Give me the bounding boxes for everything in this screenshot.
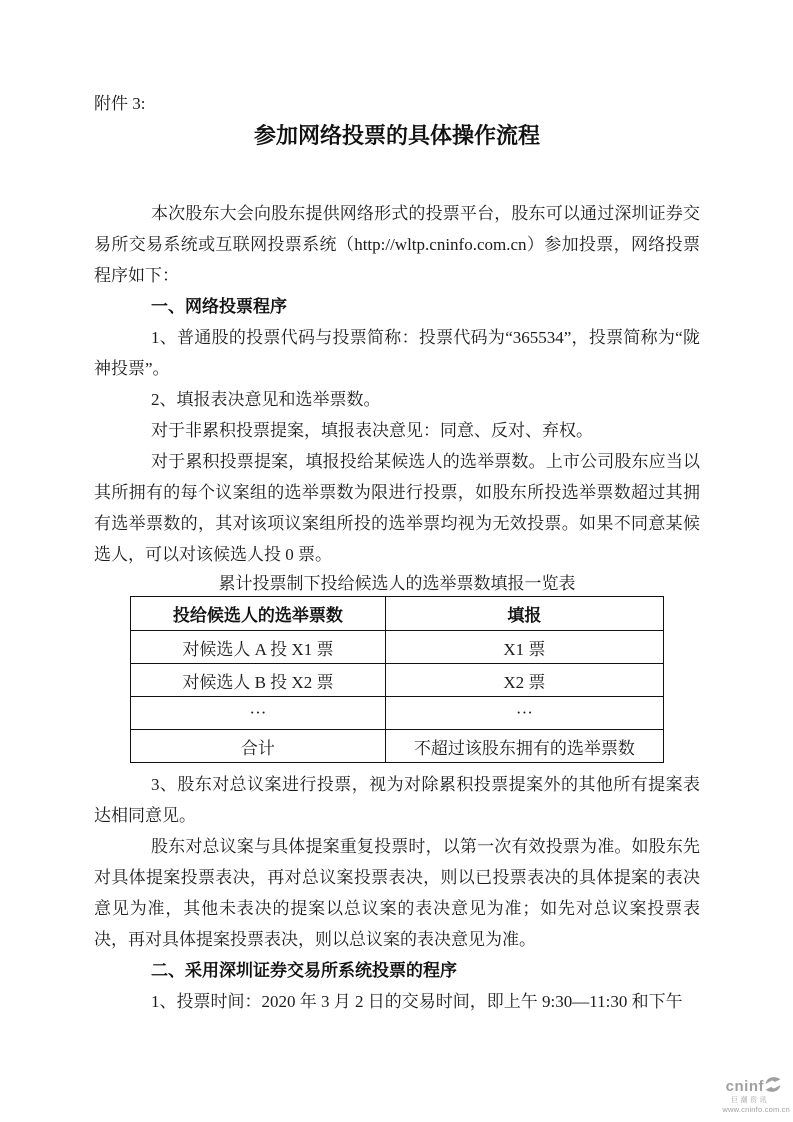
cninfo-logo-chinese-name: 巨潮资讯 (731, 1097, 769, 1105)
section-1-heading: 一、网络投票程序 (151, 297, 287, 316)
paragraph-duplicate-vote: 股东对总议案与具体提案重复投票时，以第一次有效投票为准。如股东先对具体提案投票表决，再对总议案投票表决，则以已投票表决的具体提案的表决意见为准，其他未表决的提案以总议案的表决意见为准；如先对总议案投票表决，再对具体提案投票表决，则以总议案的表决意见为准。 (94, 837, 700, 949)
table-row (131, 730, 664, 763)
table-cell: ··· (131, 697, 386, 730)
table-cell: ··· (385, 697, 663, 730)
cninfo-swirl-icon (765, 1077, 781, 1097)
table-header-row (131, 597, 664, 631)
table-row (131, 631, 664, 664)
table-row (131, 664, 664, 697)
table-cell: 对候选人 B 投 X2 票 (131, 664, 386, 697)
attachment-label: 附件 3: (94, 94, 146, 113)
cumulative-vote-table (130, 596, 664, 763)
paragraph-vote-code: 1、普通股的投票代码与投票简称：投票代码为“365534”，投票简称为“陇神投票”。 (94, 328, 700, 378)
table-cell: 对候选人 A 投 X1 票 (131, 631, 386, 664)
table-cell: 合计 (131, 730, 386, 763)
paragraph-general-proposal: 3、股东对总议案进行投票，视为对除累积投票提案外的其他所有提案表达相同意见。 (94, 775, 700, 825)
table-cell: X1 票 (385, 631, 663, 664)
table-header-cell: 投给候选人的选举票数 (131, 597, 386, 631)
cninfo-logo-text: cninf (725, 1078, 764, 1096)
table-cell: 不超过该股东拥有的选举票数 (385, 730, 663, 763)
cninfo-logo-wordmark (670, 1079, 790, 1097)
section-2-heading: 二、采用深圳证券交易所系统投票的程序 (151, 961, 457, 980)
table-header-cell: 填报 (385, 597, 663, 631)
paragraph-cumulative: 对于累积投票提案，填报投给某候选人的选举票数。上市公司股东应当以其所拥有的每个议案组的选举票数为限进行投票，如股东所投选举票数超过其拥有选举票数的，其对该项议案组所投的选举票均视为无效投票。如果不同意某候选人，可以对该候选人投 0 票。 (94, 452, 700, 564)
page-title: 参加网络投票的具体操作流程 (253, 123, 540, 148)
cninfo-logo (670, 1079, 790, 1114)
table-cell: X2 票 (385, 664, 663, 697)
paragraph-non-cumulative: 对于非累积投票提案，填报表决意见：同意、反对、弃权。 (151, 421, 593, 440)
document-content (94, 88, 700, 1017)
intro-paragraph: 本次股东大会向股东提供网络形式的投票平台，股东可以通过深圳证券交易所交易系统或互联网投票系统（http://wltp.cninfo.com.cn）参加投票，网络投票程序如下： (94, 204, 700, 285)
table-row (131, 697, 664, 730)
paragraph-vote-time: 1、投票时间：2020 年 3 月 2 日的交易时间，即上午 9:30—11:30 和下午 (151, 992, 683, 1011)
paragraph-fill-opinion: 2、填报表决意见和选举票数。 (151, 390, 381, 409)
table-caption: 累计投票制下投给候选人的选举票数填报一览表 (218, 574, 576, 593)
cninfo-logo-url: www.cninfo.com.cn (722, 1104, 790, 1114)
